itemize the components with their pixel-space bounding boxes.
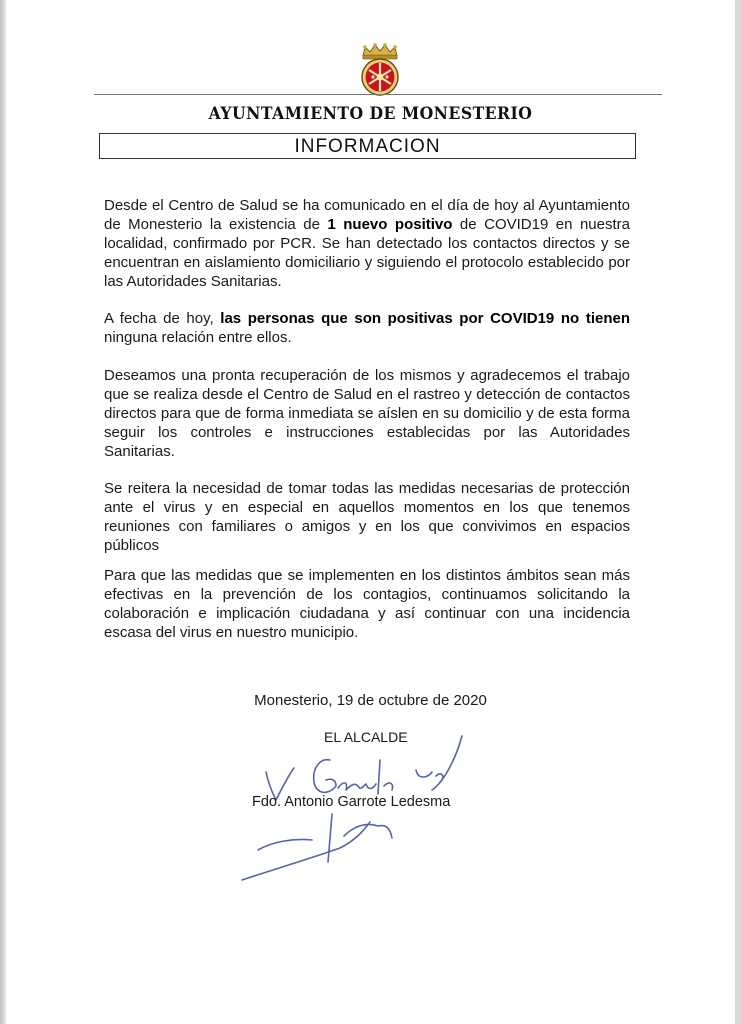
- signer-name: Fdo. Antonio Garrote Ledesma: [252, 794, 451, 810]
- paragraph-5: Para que las medidas que se implementen en los distintos ámbitos sean más efectivas en la prevención de los contagios, continuamos solicitando la colaboración e implicación ciudadana y así continuar con una incidencia escasa del virus en nuestro municipio.: [104, 567, 630, 641]
- paragraph-2: [104, 309, 630, 347]
- signatory-role: EL ALCALDE: [324, 729, 408, 745]
- paragraph-3: Deseamos una pronta recuperación de los mismos y agradecemos el trabajo que se realiza desde el Centro de Salud en el rastreo y detección de contactos directos para que de forma inmediata se aíslen en su domicilio y de esta forma seguir los controles e instrucciones establecidas por las Autoridades Sanitarias.: [104, 367, 630, 460]
- coat-of-arms-icon: [355, 42, 405, 98]
- paragraph-1-text-a: Desde el Centro de Salud se ha comunicado en el día de hoy al Ayuntamiento de Monesterio la existencia de: [104, 197, 630, 233]
- paragraph-1-text-b: de COVID19 en nuestra localidad, confirmado por PCR. Se han detectado los contactos directos y se encuentran en aislamiento domiciliario y siguiendo el protocolo establecido por las Autoridades Sanitarias.: [104, 216, 630, 290]
- paragraph-2-emphasis: las personas que son positivas por COVID19 no tienen: [220, 310, 630, 327]
- paragraph-2-text-a: A fecha de hoy,: [104, 310, 221, 327]
- header-rule: [94, 94, 662, 95]
- paragraph-1-emphasis: 1 nuevo positivo: [327, 216, 453, 233]
- handwritten-signature: [232, 730, 482, 895]
- paragraph-1: [104, 196, 630, 291]
- section-title: INFORMACION: [99, 133, 636, 159]
- date-line: Monesterio, 19 de octubre de 2020: [254, 692, 487, 709]
- paragraph-4: Se reitera la necesidad de tomar todas las medidas necesarias de protección ante el virus y en especial en aquellos momentos en los que tenemos reuniones con familiares o amigos y en los que convivimos en espacios públicos: [104, 480, 630, 554]
- paragraph-2-text-b: ninguna relación entre ellos.: [104, 329, 292, 346]
- organization-name: AYUNTAMIENTO DE MONESTERIO: [208, 104, 533, 124]
